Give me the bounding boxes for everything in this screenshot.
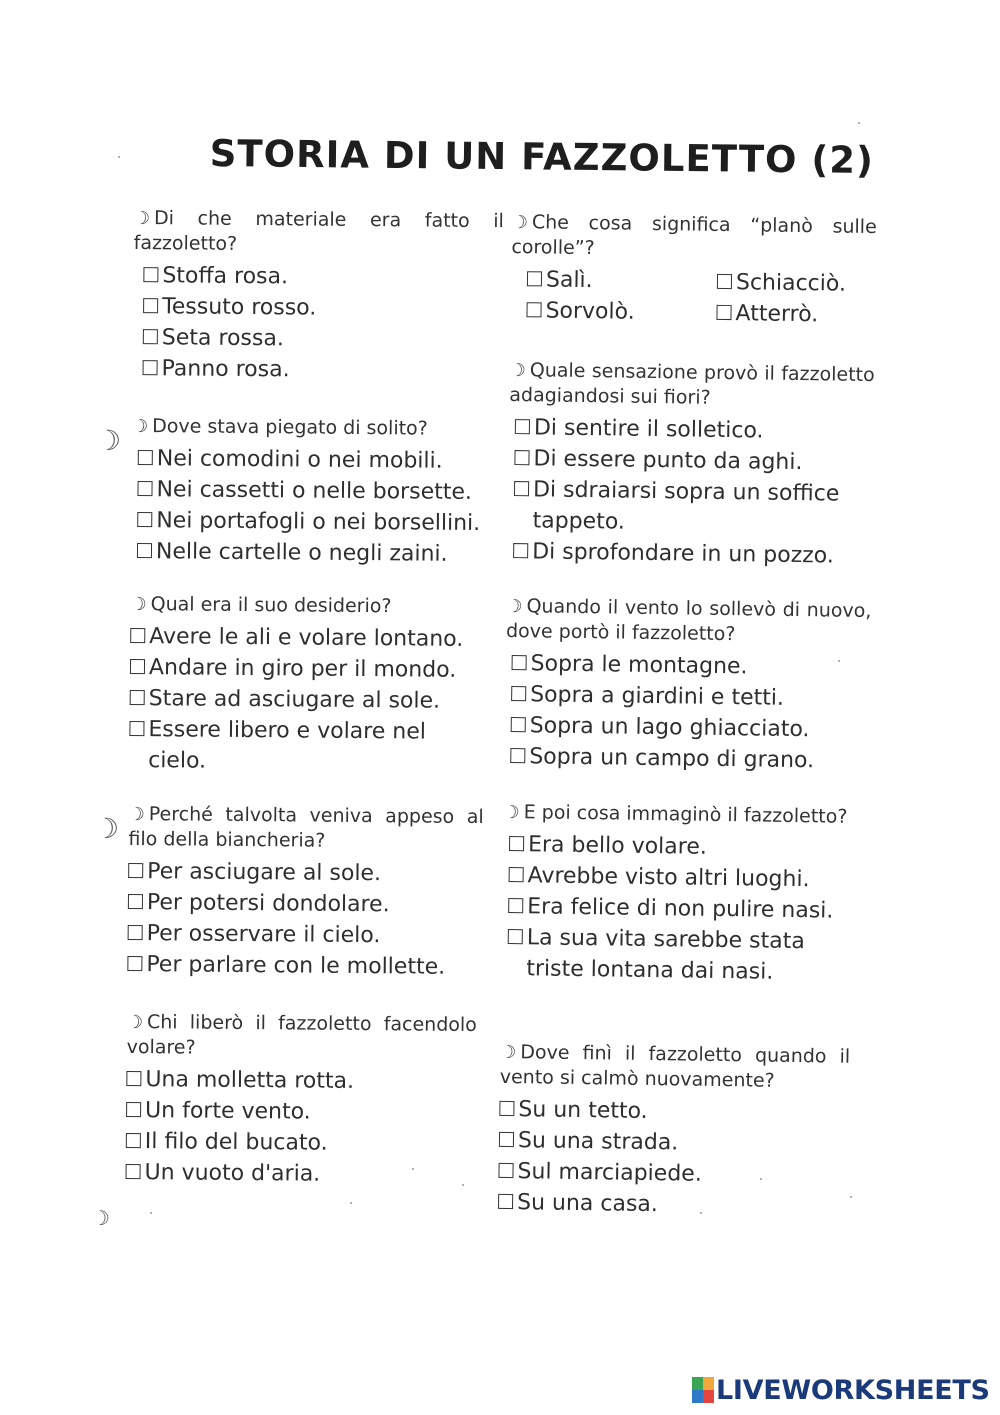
margin-mark: ☽ [94,812,120,845]
checkbox[interactable] [138,450,153,465]
answer-option[interactable]: Stoffa rosa. [143,260,503,294]
answer-option[interactable]: Su un tetto. [499,1094,864,1130]
checkbox[interactable] [513,543,528,558]
checkbox[interactable] [499,1101,514,1116]
checkbox[interactable] [512,655,527,670]
checkbox[interactable] [511,717,526,732]
question-block [127,802,499,983]
checkbox[interactable] [508,898,523,913]
checkbox[interactable] [143,298,158,313]
question-marker: ☽ [509,359,526,382]
scan-speck [118,156,120,158]
left-column [126,206,504,1187]
question-marker: ☽ [500,1041,517,1064]
scan-speck [700,1212,702,1214]
checkbox[interactable] [515,419,530,434]
answer-option[interactable]: Seta rossa. [143,322,503,356]
question-marker: ☽ [511,211,529,234]
checkbox[interactable] [127,956,142,971]
checkbox[interactable] [126,1102,141,1117]
answer-option[interactable]: Panno rosa. [142,353,502,387]
checkbox[interactable] [128,925,143,940]
checkbox[interactable] [128,894,143,909]
question-text: ☽ Quando il vento lo sollevò di nuovo, dove portò il fazzoletto? [505,595,872,646]
scan-speck [760,1178,762,1180]
question-text: ☽ Dove stava piegato di solito? [131,415,428,440]
logo-square [703,1390,714,1403]
question-block [504,594,871,777]
checkbox[interactable] [130,659,145,674]
checkbox[interactable] [130,690,145,705]
checkbox[interactable] [137,512,152,527]
checkbox[interactable] [498,1194,513,1209]
question-block [501,800,869,989]
answer-option[interactable]: Nelle cartelle o negli zaini. [137,536,501,570]
checkbox[interactable] [514,481,529,496]
scan-speck [462,1184,464,1186]
checkbox[interactable] [499,1132,514,1147]
question-marker: ☽ [126,1011,144,1034]
question-text: ☽ Che cosa significa “planò sulle corolle”? [511,211,877,260]
answer-option[interactable]: La sua vita sarebbe stata triste lontana dai nasi. [507,922,863,989]
liveworksheets-brand [692,1374,990,1406]
question-block [498,1040,865,1223]
scan-speck [150,1212,152,1214]
checkbox[interactable] [717,274,732,289]
question-marker: ☽ [503,801,520,824]
checkbox[interactable] [130,628,145,643]
checkbox[interactable] [143,360,158,375]
question-text: ☽ Chi liberò il fazzoletto facendolo volare? [126,1011,477,1059]
checkbox[interactable] [126,1071,141,1086]
question-text: ☽ Dove finì il fazzoletto quando il vento si calmò nuovamente? [499,1041,851,1092]
answer-option[interactable]: Nei portafogli o nei borsellini. [137,505,501,539]
answer-option[interactable]: Di essere punto da aghi. [514,443,859,479]
question-block [507,358,875,572]
answer-option[interactable]: Su una casa. [498,1187,863,1223]
logo-square [703,1377,714,1390]
checkbox[interactable] [129,721,144,736]
scan-speck [850,1196,852,1198]
brand-name: LIVEWORKSHEETS [716,1374,990,1406]
checkbox[interactable] [137,481,152,496]
answer-option[interactable]: Sopra a giardini e tetti. [511,679,870,715]
checkbox[interactable] [143,267,158,282]
question-text: ☽ Quale sensazione provò il fazzoletto adagiandosi sui fiori? [509,359,875,409]
answer-option[interactable]: Di sentire il solletico. [515,412,860,448]
logo-square [692,1377,703,1390]
question-block [129,592,501,779]
answer-option[interactable]: Sopra un lago ghiacciato. [511,710,870,746]
page-title: STORIA DI UN FAZZOLETTO (2) [209,132,875,182]
question-block [125,1010,497,1191]
logo-square [692,1390,703,1403]
scan-speck [350,1202,352,1204]
checkbox[interactable] [126,1133,141,1148]
scan-speck [412,1168,414,1170]
checkbox[interactable] [509,867,524,882]
answer-option[interactable]: Un forte vento. [126,1095,496,1129]
checkbox[interactable] [510,748,525,763]
answer-option[interactable]: Avrebbe visto altri luoghi. [508,860,863,896]
right-column [499,206,877,1218]
answer-option[interactable]: Sopra le montagne. [511,648,870,684]
checkbox[interactable] [128,863,143,878]
question-text: ☽ Qual era il suo desiderio? [130,593,392,618]
checkbox[interactable] [526,302,541,317]
checkbox[interactable] [508,929,523,944]
answer-option[interactable]: Per parlare con le mollette. [127,949,497,983]
answer-option[interactable]: Schiacciò. [717,267,887,300]
question-block [510,210,877,331]
checkbox[interactable] [143,329,158,344]
answer-option[interactable]: Per osservare il cielo. [128,918,498,952]
answer-option[interactable]: Era felice di non pulire nasi. [508,891,863,927]
question-text: ☽ Perché talvolta veniva appeso al filo della biancheria? [128,803,484,852]
question-block [131,414,502,570]
margin-mark: ☽ [92,1206,110,1230]
question-text: ☽ Di che materiale era fatto il fazzoletto? [133,207,504,255]
answer-option[interactable]: Un vuoto d'aria. [125,1157,495,1191]
answer-option[interactable]: Di sdraiarsi sopra un soffice tappeto. [513,474,859,541]
answer-option[interactable]: Su una strada. [499,1125,864,1161]
answer-option[interactable]: Essere libero e volare nel cielo. [129,714,480,779]
answer-option[interactable]: Tessuto rosso. [143,291,503,325]
checkbox[interactable] [716,305,731,320]
answer-option[interactable]: Nei comodini o nei mobili. [138,443,502,477]
answer-option[interactable]: Nei cassetti o nelle borsette. [137,474,501,508]
answer-option[interactable]: Era bello volare. [509,829,864,865]
answer-option[interactable]: Sopra un campo di grano. [510,741,869,777]
question-text: ☽ E poi cosa immaginò il fazzoletto? [503,801,848,828]
question-block [132,206,504,387]
answer-option[interactable]: Per potersi dondolare. [128,887,498,921]
answer-option[interactable]: Il filo del bucato. [126,1126,496,1160]
question-marker: ☽ [131,415,149,438]
answer-option[interactable]: Una molletta rotta. [126,1064,496,1098]
scan-speck [838,660,840,662]
answer-option[interactable]: Atterrò. [716,298,886,331]
answer-option[interactable]: Sul marciapiede. [498,1156,863,1192]
question-marker: ☽ [506,595,523,618]
liveworksheets-logo-icon [692,1377,714,1403]
question-marker: ☽ [130,593,147,616]
margin-mark: ☽ [96,424,122,457]
scan-speck [858,122,860,124]
checkbox[interactable] [126,1164,141,1179]
answer-option[interactable]: Avere le ali e volare lontano. [130,621,500,655]
checkbox[interactable] [498,1163,513,1178]
answer-option[interactable]: Sorvolò. [526,295,716,329]
question-marker: ☽ [133,207,151,230]
checkbox[interactable] [137,543,152,558]
answer-option[interactable]: Di sprofondare in un pozzo. [513,536,858,572]
answer-option[interactable]: Stare ad asciugare al sole. [130,683,500,717]
answer-option[interactable]: Per asciugare al sole. [128,856,498,890]
checkbox[interactable] [527,271,542,286]
answer-option[interactable]: Salì. [527,264,717,298]
checkbox[interactable] [511,686,526,701]
checkbox[interactable] [514,450,529,465]
checkbox[interactable] [509,836,524,851]
question-marker: ☽ [128,803,145,826]
answer-option[interactable]: Andare in giro per il mondo. [130,652,500,686]
